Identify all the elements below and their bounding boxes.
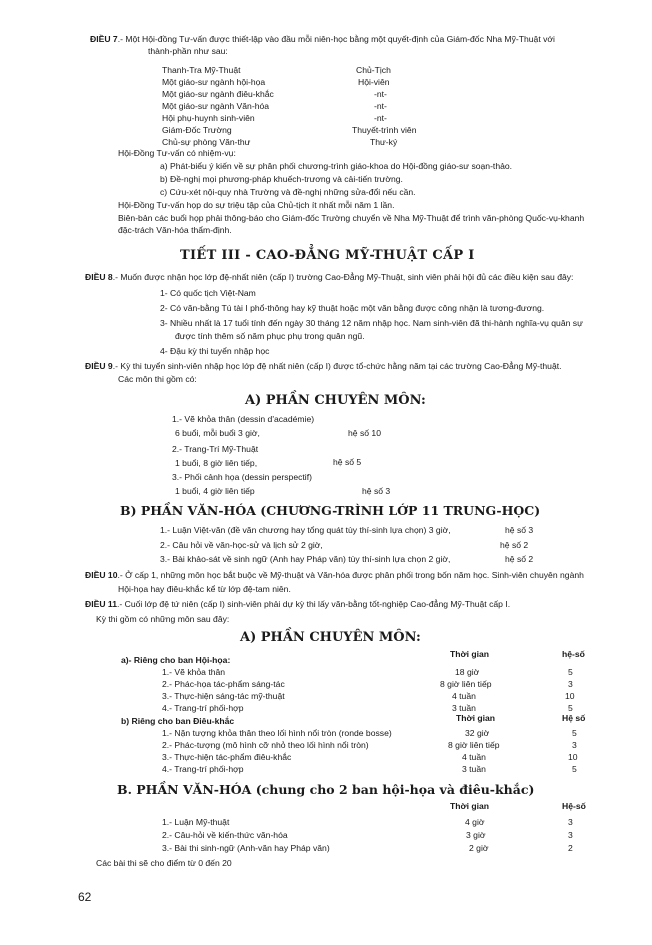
member-title: Thư-ký <box>370 137 398 147</box>
dieu-7-label: ĐIỀU 7 <box>90 34 118 44</box>
exam-item-1-detail: 6 buổi, mỗi buổi 3 giờ, <box>175 428 260 438</box>
member-role: Chủ-sự phòng Văn-thư <box>162 137 251 147</box>
dieu-9-intro-cont: Các môn thi gồm có: <box>118 374 197 384</box>
duties-intro: Hội-Đồng Tư-vấn có nhiệm-vụ: <box>118 148 236 158</box>
member-role: Hội phụ-huynh sinh-viên <box>162 113 255 123</box>
table-row-coef: 3 <box>568 830 573 840</box>
table-row-subject: 1.- Vẽ khỏa thân <box>162 667 226 677</box>
table-row-subject: 4.- Trang-trí phối-hợp <box>162 703 244 713</box>
culture-item-1: 1.- Luận Việt-văn (đề văn chương hay tổng quát tùy thí-sinh lựa chọn) 3 giờ, <box>160 525 451 535</box>
exam-item-1: 1.- Vẽ khỏa thân (dessin d'académie) <box>172 414 315 424</box>
section-title: TIẾT III - CAO-ĐẲNG MỸ-THUẬT CẤP I <box>180 248 475 263</box>
table-row-time: 8 giờ liên tiếp <box>440 679 492 689</box>
table-row-subject: 3.- Bài thi sinh-ngữ (Anh-văn hay Pháp văn) <box>162 843 330 853</box>
member-role: Một giáo-sư ngành hội-họa <box>162 77 266 87</box>
duty-c: c) Cứu-xét nội-quy nhà Trường và đề-nghị những sửa-đổi nếu cần. <box>160 187 416 197</box>
col-coef-header-2: Hệ số <box>562 713 586 723</box>
condition-1: 1- Có quốc tịch Việt-Nam <box>160 288 256 298</box>
heading-van-hoa-1: B) PHẦN VĂN-HÓA (CHƯƠNG-TRÌNH LỚP 11 TRUNG-HỌC) <box>120 503 541 518</box>
exam-item-1-coef: hệ số 10 <box>348 428 381 438</box>
dieu-8-label: ĐIỀU 8 <box>85 272 113 282</box>
dieu-10-label: ĐIỀU 10 <box>85 570 118 580</box>
table-row-subject: 2.- Câu-hỏi về kiến-thức văn-hóa <box>162 830 288 840</box>
member-role: Một giáo-sư ngành điêu-khắc <box>162 89 274 99</box>
table-row-coef: 2 <box>568 843 573 853</box>
heading-chuyen-mon-2: A) PHẦN CHUYÊN MÔN: <box>240 630 421 645</box>
culture-item-1-coef: hệ số 3 <box>505 525 534 535</box>
table-row-subject: 3.- Thực-hiện sáng-tác mỹ-thuật <box>162 691 285 701</box>
duty-a: a) Phát-biểu ý kiến về sự phân phối chương-trình giáo-khoa do Hội-đồng giáo-sư soạn-thảo. <box>160 161 513 171</box>
table-row-coef: 3 <box>568 817 573 827</box>
dieu-8-intro: ĐIỀU 8.- Muốn được nhận học lớp đệ-nhất niên (cấp I) trường Cao-Đẳng Mỹ-Thuật, sinh viên phải hội đủ các điều kiện sau đây: <box>85 272 574 282</box>
condition-3: 3- Nhiều nhất là 17 tuổi tính đến ngày 30 tháng 12 năm nhập học. Nam sinh-viên đã thi-hành nghĩa-vụ quân sự <box>160 318 583 328</box>
exam-item-2-detail: 1 buổi, 8 giờ liên tiếp, <box>175 458 258 468</box>
dieu-7-intro-cont: thành-phần như sau: <box>148 46 228 56</box>
dieu-10-text: ĐIỀU 10.- Ở cấp 1, những môn học bắt buộc về Mỹ-thuật và Văn-hóa được phân phối trong bốn năm học. Sinh-viên chuyên ngành <box>85 570 584 580</box>
member-title: -nt- <box>374 113 387 123</box>
table-row-coef: 10 <box>565 691 575 701</box>
footnote: Các bài thi sẽ cho điểm từ 0 đến 20 <box>96 858 232 868</box>
table-row-time: 3 tuần <box>462 764 486 774</box>
table-row-coef: 3 <box>568 679 573 689</box>
dieu-9-label: ĐIỀU 9 <box>85 361 113 371</box>
dieu-11-text: ĐIỀU 11.- Cuối lớp đệ tứ niên (cấp I) sinh-viên phải dự kỳ thi lấy văn-bằng tốt-nghiệp Cao-đẳng Mỹ-Thuật cấp I. <box>85 599 511 609</box>
table-row-time: 4 tuần <box>452 691 476 701</box>
member-title: Chủ-Tịch <box>356 65 391 75</box>
col-time-header: Thời gian <box>450 649 490 659</box>
table-row-time: 3 giờ <box>466 830 486 840</box>
member-role: Giám-Đốc Trường <box>162 125 232 135</box>
condition-3-cont: được tính thêm số năm phục phụ trong quân ngũ. <box>175 331 365 341</box>
condition-4: 4- Đậu kỳ thi tuyển nhập học <box>160 346 270 356</box>
group-dieu-khac-label: b) Riêng cho ban Điêu-khắc <box>121 716 235 726</box>
minutes-note: Biên-bản các buổi họp phải thông-báo cho Giám-đốc Trường chuyển về Nha Mỹ-Thuật để trình văn-phòng Quốc-vụ-khanh <box>118 213 585 223</box>
exam-item-3-detail: 1 buổi, 4 giờ liên tiếp <box>175 486 255 496</box>
table-row-time: 3 tuần <box>452 703 476 713</box>
exam-item-2-coef: hệ số 5 <box>333 457 362 467</box>
culture-item-3-coef: hệ số 2 <box>505 554 534 564</box>
col-time-header-2: Thời gian <box>456 713 496 723</box>
minutes-note-cont: đặc-trách Văn-hóa thẩm-định. <box>118 225 232 235</box>
col-coef-header: hệ-số <box>562 649 585 659</box>
table-row-time: 4 giờ <box>465 817 485 827</box>
member-title: -nt- <box>374 89 387 99</box>
table-row-time: 18 giờ <box>455 667 480 677</box>
table-row-subject: 2.- Phác-họa tác-phẩm sáng-tác <box>162 679 285 689</box>
culture-item-2-coef: hệ số 2 <box>500 540 529 550</box>
culture-item-3: 3.- Bài khảo-sát về sinh ngữ (Anh hay Pháp văn) tùy thí-sinh lựa chọn 2 giờ, <box>160 554 451 564</box>
table-row-subject: 3.- Thực-hiện tác-phẩm điêu-khắc <box>162 752 292 762</box>
dieu-7-intro: ĐIỀU 7.- Một Hội-đồng Tư-vấn được thiết-lập vào đầu mỗi niên-học bằng một quyết-định của Giám-đốc Nha Mỹ-Thuật với <box>90 34 555 44</box>
culture-item-2: 2.- Câu hỏi về văn-học-sử và lịch sử 2 giờ, <box>160 540 323 550</box>
table-row-time: 2 giờ <box>469 843 489 853</box>
member-title: Thuyết-trình viên <box>352 125 417 135</box>
member-role: Thanh-Tra Mỹ-Thuật <box>162 65 241 75</box>
table-row-subject: 2.- Phác-tượng (mô hình cỡ nhỏ theo lối hình nổi tròn) <box>162 740 369 750</box>
table-row-time: 32 giờ <box>465 728 490 738</box>
heading-chuyen-mon-1: A) PHẦN CHUYÊN MÔN: <box>245 393 426 408</box>
table-row-coef: 5 <box>568 667 573 677</box>
dieu-10-text-cont: Hội-họa hay điêu-khắc kể từ lớp đệ-tam niên. <box>118 584 291 594</box>
exam-item-2: 2.- Trang-Trí Mỹ-Thuật <box>172 444 259 454</box>
col-coef-header-3: Hệ-số <box>562 801 586 811</box>
member-title: Hội-viên <box>358 77 390 87</box>
heading-van-hoa-2: B. PHẦN VĂN-HÓA (chung cho 2 ban hội-họa và điêu-khắc) <box>117 782 535 797</box>
col-time-header-3: Thời gian <box>450 801 490 811</box>
table-row-subject: 1.- Nặn tượng khỏa thân theo lối hình nổi tròn (ronde bosse) <box>162 728 392 738</box>
member-title: -nt- <box>374 101 387 111</box>
meeting-note: Hội-Đồng Tư-vấn họp do sự triệu tập của Chủ-tịch ít nhất mỗi năm 1 lần. <box>118 200 395 210</box>
table-row-coef: 5 <box>568 703 573 713</box>
table-row-time: 4 tuần <box>462 752 486 762</box>
exam-item-3: 3.- Phối cảnh họa (dessin perspectif) <box>172 472 312 482</box>
dieu-9-intro: ĐIỀU 9.- Kỳ thi tuyển sinh-viên nhập học lớp đệ nhất niên (cấp I) được tổ-chức hằng năm tại các trường Cao-Đẳng Mỹ-thuật. <box>85 361 562 371</box>
table-row-coef: 3 <box>572 740 577 750</box>
dieu-11-text-cont: Kỳ thi gồm có những môn sau đây: <box>96 614 230 624</box>
page-number: 62 <box>78 890 92 904</box>
dieu-11-label: ĐIỀU 11 <box>85 599 118 609</box>
duty-b: b) Đề-nghị mọi phương-pháp khuếch-trương và cải-tiến trường. <box>160 174 403 184</box>
table-row-subject: 4.- Trang-trí phối-hợp <box>162 764 244 774</box>
table-row-coef: 10 <box>568 752 578 762</box>
table-row-coef: 5 <box>572 764 577 774</box>
condition-2: 2- Có văn-bằng Tú tài I phổ-thông hay kỹ thuật hoặc một văn bằng được công nhận là tương-đương. <box>160 303 545 313</box>
table-row-coef: 5 <box>572 728 577 738</box>
group-hoi-hoa-label: a)- Riêng cho ban Hội-họa: <box>121 655 231 665</box>
table-row-subject: 1.- Luận Mỹ-thuật <box>162 817 230 827</box>
table-row-time: 8 giờ liên tiếp <box>448 740 500 750</box>
exam-item-3-coef: hệ số 3 <box>362 486 391 496</box>
member-role: Một giáo-sư ngành Văn-hóa <box>162 101 270 111</box>
